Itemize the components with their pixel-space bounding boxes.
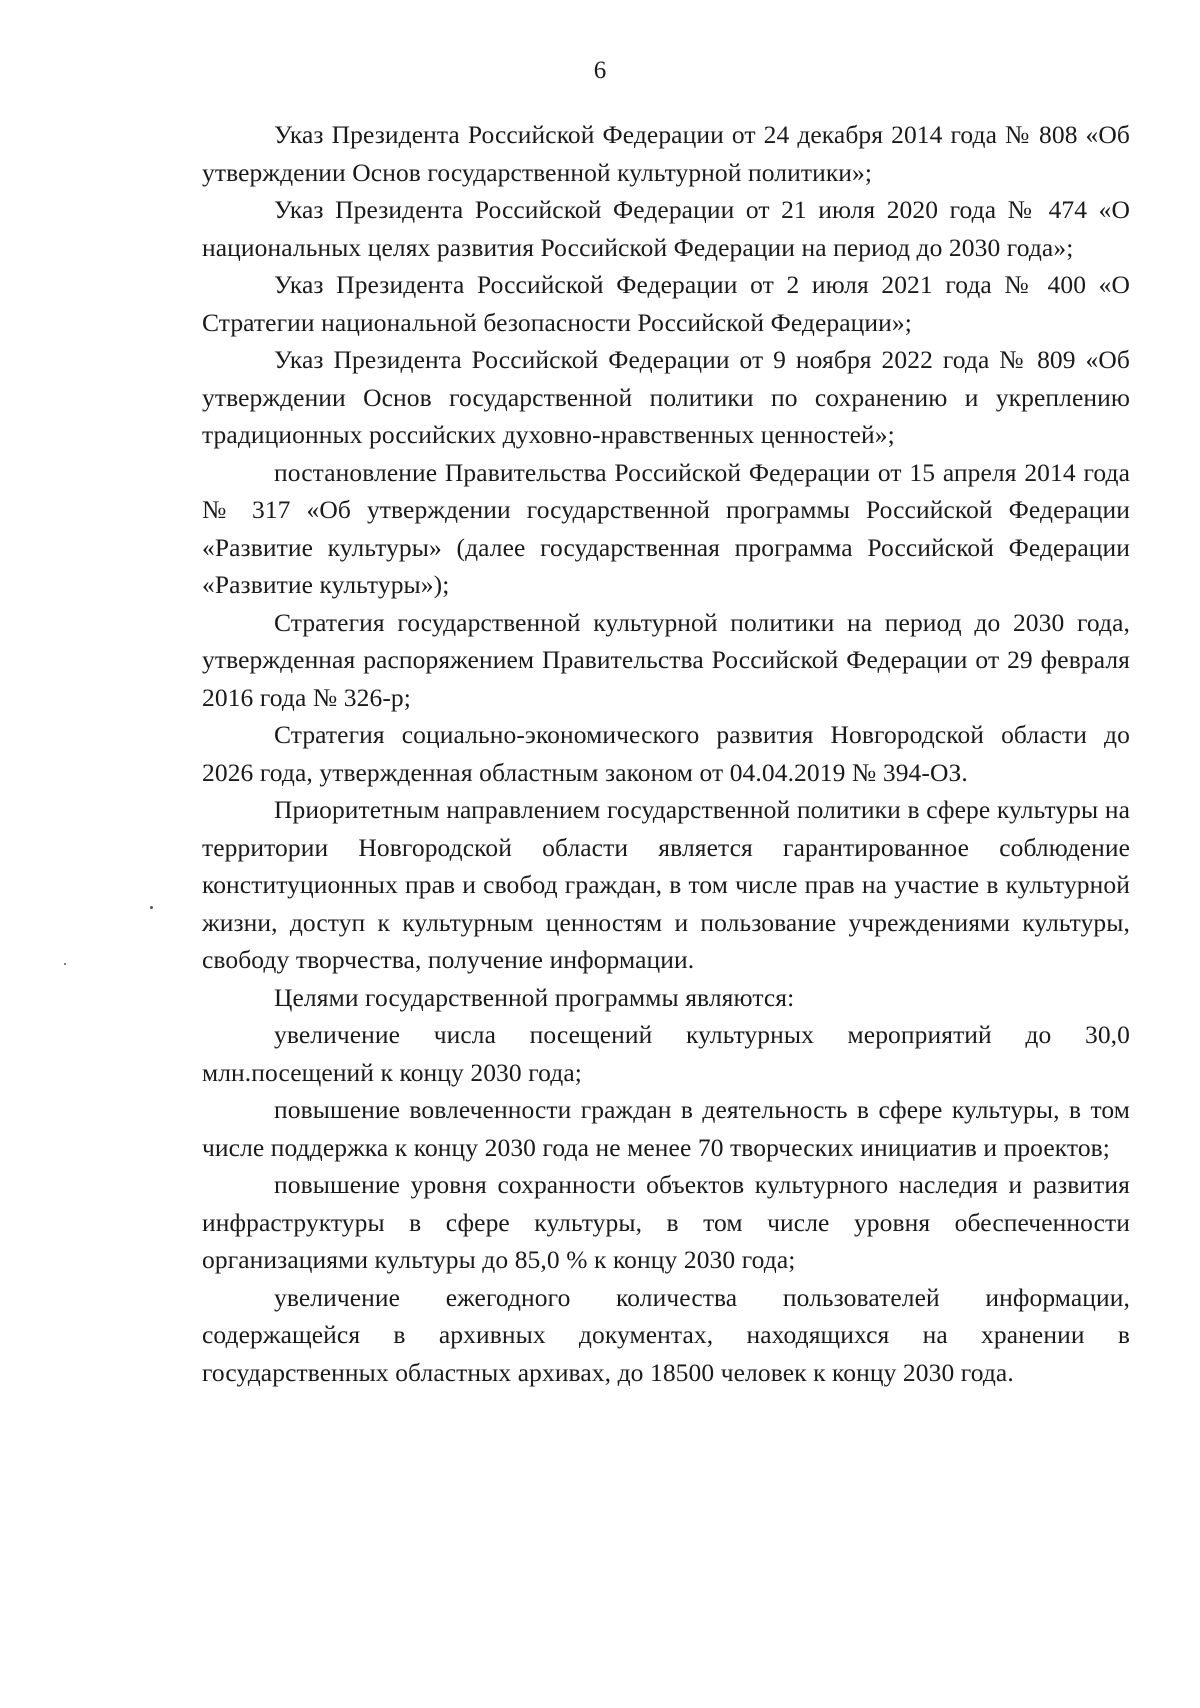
paragraph-strategy-cultural-policy: Стратегия государственной культурной политики на период до 2030 года, утвержденная распоряжением Правительства Российской Федерации от 29 февраля 2016 года № 326-р; <box>202 607 1130 712</box>
paragraph-decree-474: Указ Президента Российской Федерации от 21 июля 2020 года № 474 «О национальных целях развития Российской Федерации на период до 2030 года»; <box>202 195 1130 262</box>
paragraph-strategy-novgorod: Стратегия социально-экономического развития Новгородской области до 2026 года, утвержденная областным законом от 04.04.2019 № 394-ОЗ. <box>202 720 1130 787</box>
paragraph-decree-400: Указ Президента Российской Федерации от 2 июля 2021 года № 400 «О Стратегии национальной безопасности Российской Федерации»; <box>202 270 1130 337</box>
paragraph-resolution-317: постановление Правительства Российской Федерации от 15 апреля 2014 года № 317 «Об утверждении государственной программы Российской Федерации «Развитие культуры» (далее государственная программа Российской Федерации «Развитие культуры»); <box>202 457 1130 599</box>
scan-speck <box>64 963 66 965</box>
paragraph-goal-heritage: повышение уровня сохранности объектов культурного наследия и развития инфраструктуры в сфере культуры, в том числе уровня обеспеченности организациями культуры до 85,0 % к концу 2030 года; <box>202 1170 1130 1274</box>
page-number: 6 <box>593 57 607 84</box>
scan-speck <box>150 906 153 909</box>
paragraph-decree-809: Указ Президента Российской Федерации от 9 ноября 2022 года № 809 «Об утверждении Основ государственной политики по сохранению и укреплению традиционных российских духовно-нравственных ценностей»; <box>202 345 1130 449</box>
paragraph-goal-involvement: повышение вовлеченности граждан в деятельность в сфере культуры, в том числе поддержка к концу 2030 года не менее 70 творческих инициатив и проектов; <box>202 1095 1130 1162</box>
paragraph-priority-direction: Приоритетным направлением государственной политики в сфере культуры на территории Новгородской области является гарантированное соблюдение конституционных прав и свобод граждан, в том числе прав на участие в культурной жизни, доступ к культурным ценностям и пользование учреждениями культуры, свободу творчества, получение информации. <box>202 795 1130 974</box>
paragraph-goals-heading: Целями государственной программы являются: <box>274 982 795 1012</box>
paragraph-goal-visits: увеличение числа посещений культурных мероприятий до 30,0 млн.посещений к концу 2030 года; <box>202 1020 1130 1087</box>
paragraph-goal-archives: увеличение ежегодного количества пользователей информации, содержащейся в архивных документах, находящихся на хранении в государственных областных архивах, до 18500 человек к концу 2030 года. <box>202 1282 1130 1387</box>
document-body <box>202 116 1130 1391</box>
paragraph-decree-808: Указ Президента Российской Федерации от 24 декабря 2014 года № 808 «Об утверждении Основ государственной культурной политики»; <box>202 120 1130 187</box>
